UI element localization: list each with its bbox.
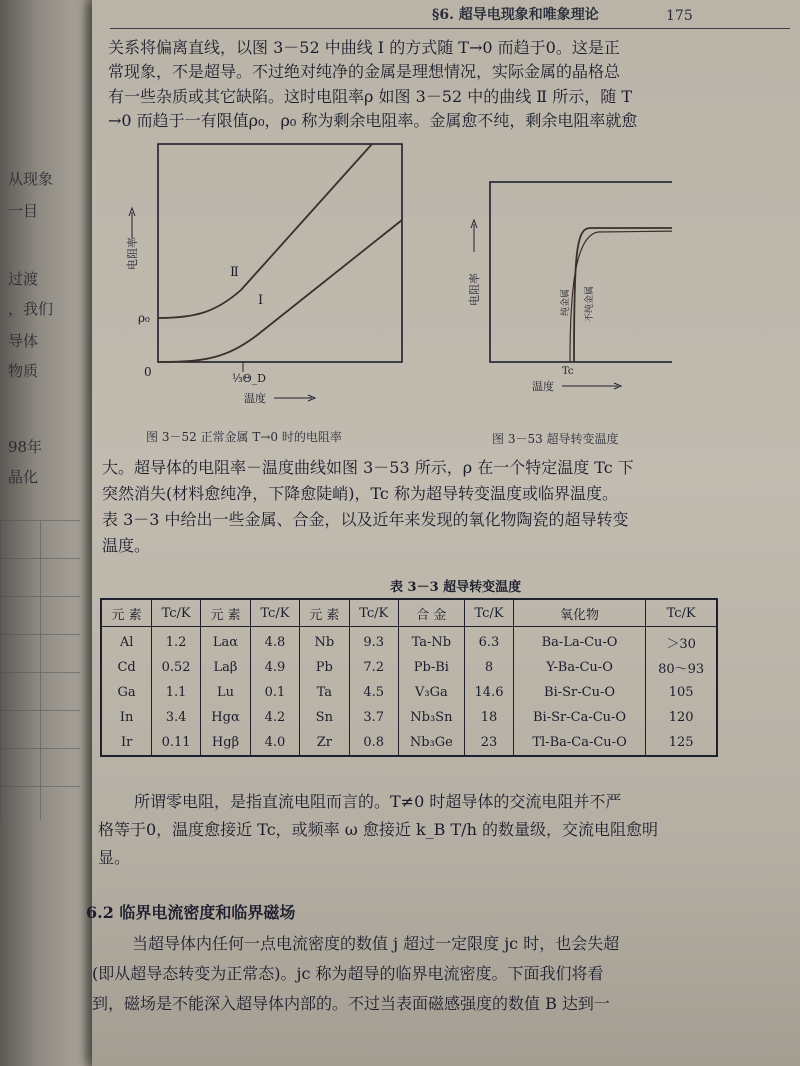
table-cell: Al (101, 627, 152, 656)
section-line: (即从超导态转变为正常态)。jc 称为超导的临界电流密度。下面我们将看 (92, 964, 604, 983)
paragraph-3-line: 所谓零电阻，是指直流电阻而言的。T≠0 时超导体的交流电阻并不严 (134, 792, 622, 811)
table-cell: Lu (200, 680, 250, 705)
table-cell: 0.11 (152, 730, 201, 756)
left-page-grid (0, 520, 80, 820)
book-page (86, 0, 800, 1066)
table-header-cell: 元 素 (299, 599, 349, 627)
table-header-cell: 氧化物 (513, 599, 645, 627)
paragraph-2-line: 温度。 (102, 536, 151, 555)
table-cell: Nb (299, 627, 349, 656)
table-header-cell: Tc/K (646, 599, 717, 627)
left-page-fragment: 导体 (8, 332, 39, 350)
table-header-cell: Tc/K (152, 599, 201, 627)
curve-2-path (158, 144, 372, 318)
table-cell: Hgα (200, 705, 250, 730)
superconductor-table (100, 598, 718, 757)
figure-3-52-frame (158, 144, 402, 362)
table-row (101, 705, 717, 730)
table-cell: 120 (646, 705, 717, 730)
figure-3-53-xlabel: 温度 (532, 380, 554, 393)
curve-1-path (158, 220, 402, 362)
table-header-cell: Tc/K (251, 599, 300, 627)
table-cell: Hgβ (200, 730, 250, 756)
table-cell: 4.0 (251, 730, 300, 756)
table-header-cell: Tc/K (349, 599, 398, 627)
paragraph-2-line: 表 3－3 中给出一些金属、合金，以及近年来发现的氧化物陶瓷的超导转变 (102, 510, 629, 529)
table-cell: 23 (465, 730, 514, 756)
section-line: 到，磁场是不能深入超导体内部的。不过当表面磁感强度的数值 B 达到一 (92, 994, 610, 1013)
table-cell: 4.8 (251, 627, 300, 656)
paragraph-1-line: →0 而趋于一有限值ρ₀，ρ₀ 称为剩余电阻率。金属愈不纯，剩余电阻率就愈 (108, 111, 638, 130)
table-cell: 8 (465, 655, 514, 680)
table-cell: 9.3 (349, 627, 398, 656)
page-number: 175 (666, 8, 693, 24)
table-cell: 14.6 (465, 680, 514, 705)
paragraph-3-line: 格等于0，温度愈接近 Tc，或频率 ω 愈接近 k_B T/h 的数量级，交流电阻愈明 (98, 820, 658, 839)
left-page-fragment: 一目 (8, 202, 39, 220)
table-cell: 0.1 (251, 680, 300, 705)
table-cell: Ta (299, 680, 349, 705)
figure-3-52-caption: 图 3－52 正常金属 T→0 时的电阻率 (146, 430, 342, 444)
table-cell: 1.1 (152, 680, 201, 705)
origin-label: 0 (144, 365, 152, 379)
rho0-label: ρ₀ (138, 311, 150, 325)
table-cell: Tl-Ba-Ca-Cu-O (513, 730, 645, 756)
figure-3-52-xlabel: 温度 (244, 392, 266, 405)
table-header-cell: Tc/K (465, 599, 514, 627)
table-cell: 18 (465, 705, 514, 730)
left-page-edge (0, 0, 96, 1066)
table-cell: Ta-Nb (398, 627, 465, 656)
table-header-cell: 元 素 (101, 599, 152, 627)
left-page-fragment: 从现象 (8, 170, 54, 188)
table-cell: Bi-Sr-Cu-O (513, 680, 645, 705)
table-cell: Bi-Sr-Ca-Cu-O (513, 705, 645, 730)
table-cell: Sn (299, 705, 349, 730)
table-cell: 6.3 (465, 627, 514, 656)
table-cell: 4.9 (251, 655, 300, 680)
figure-3-52 (126, 140, 416, 410)
tc-label: Tc (562, 366, 574, 377)
curve-2-label: Ⅱ (230, 265, 239, 280)
table-cell: 3.7 (349, 705, 398, 730)
paragraph-1-line: 常现象，不是超导。不过绝对纯净的金属是理想情况，实际金属的晶格总 (108, 62, 621, 81)
table-cell: 4.2 (251, 705, 300, 730)
table-header-row (101, 599, 717, 627)
table-cell: Nb₃Sn (398, 705, 465, 730)
left-page-fragment: ，我们 (8, 300, 54, 318)
table-header-cell: 合 金 (398, 599, 465, 627)
figure-3-53-caption: 图 3－53 超导转变温度 (492, 432, 619, 446)
left-page-fragment: 物质 (8, 362, 39, 380)
table-cell: ＞30 (646, 627, 717, 656)
table-cell: 0.52 (152, 655, 201, 680)
table-cell: Ba-La-Cu-O (513, 627, 645, 656)
table-cell: In (101, 705, 152, 730)
left-page-fragment: 过渡 (8, 270, 39, 288)
table-cell: Laα (200, 627, 250, 656)
table-cell: 125 (646, 730, 717, 756)
table-cell: Pb-Bi (398, 655, 465, 680)
table-header-cell: 元 素 (200, 599, 250, 627)
paragraph-3-line: 显。 (98, 848, 131, 867)
paragraph-2-line: 突然消失(材料愈纯净，下降愈陡峭)，Tc 称为超导转变温度或临界温度。 (102, 484, 618, 503)
section-heading: 6.2 临界电流密度和临界磁场 (86, 903, 296, 922)
table-cell: 4.5 (349, 680, 398, 705)
left-page-fragment: 晶化 (8, 468, 39, 486)
table-cell: 7.2 (349, 655, 398, 680)
running-header: §6. 超导电现象和唯象理论 (432, 7, 599, 23)
impure-metal-label: 不纯金属 (585, 285, 595, 322)
table-cell: Laβ (200, 655, 250, 680)
table-cell: V₃Ga (398, 680, 465, 705)
table-cell: 0.8 (349, 730, 398, 756)
table-cell: 80～93 (646, 655, 717, 680)
figure-3-53 (442, 176, 672, 406)
paragraph-1-line: 关系将偏离直线，以图 3－52 中曲线 Ⅰ 的方式随 T→0 而趋于0。这是正 (108, 38, 620, 57)
table-cell: Y-Ba-Cu-O (513, 655, 645, 680)
table-cell: Pb (299, 655, 349, 680)
paragraph-1-line: 有一些杂质或其它缺陷。这时电阻率ρ 如图 3－52 中的曲线 Ⅱ 所示，随 T (108, 87, 633, 106)
figure-3-52-ylabel: 电阻率 (126, 237, 139, 270)
table-cell: 1.2 (152, 627, 201, 656)
figure-3-53-ylabel: 电阻率 (468, 273, 481, 306)
table-cell: 3.4 (152, 705, 201, 730)
figure-3-53-frame (490, 182, 672, 362)
table-cell: Nb₃Ge (398, 730, 465, 756)
pure-metal-label: 纯金属 (561, 288, 571, 316)
table-cell: Cd (101, 655, 152, 680)
table-row (101, 627, 717, 656)
theta-d-label: ⅓Θ_D (232, 372, 266, 385)
header-rule (110, 28, 790, 29)
table-row (101, 730, 717, 756)
curve-1-label: Ⅰ (258, 293, 264, 308)
table-cell: 105 (646, 680, 717, 705)
paragraph-2-line: 大。超导体的电阻率－温度曲线如图 3－53 所示，ρ 在一个特定温度 Tc 下 (102, 458, 634, 477)
table-row (101, 680, 717, 705)
table-cell: Ir (101, 730, 152, 756)
table-row (101, 655, 717, 680)
table-title: 表 3－3 超导转变温度 (390, 580, 522, 595)
table-cell: Ga (101, 680, 152, 705)
table-cell: Zr (299, 730, 349, 756)
left-page-fragment: 98年 (8, 438, 43, 456)
section-line: 当超导体内任何一点电流密度的数值 j 超过一定限度 jc 时，也会失超 (132, 934, 620, 953)
